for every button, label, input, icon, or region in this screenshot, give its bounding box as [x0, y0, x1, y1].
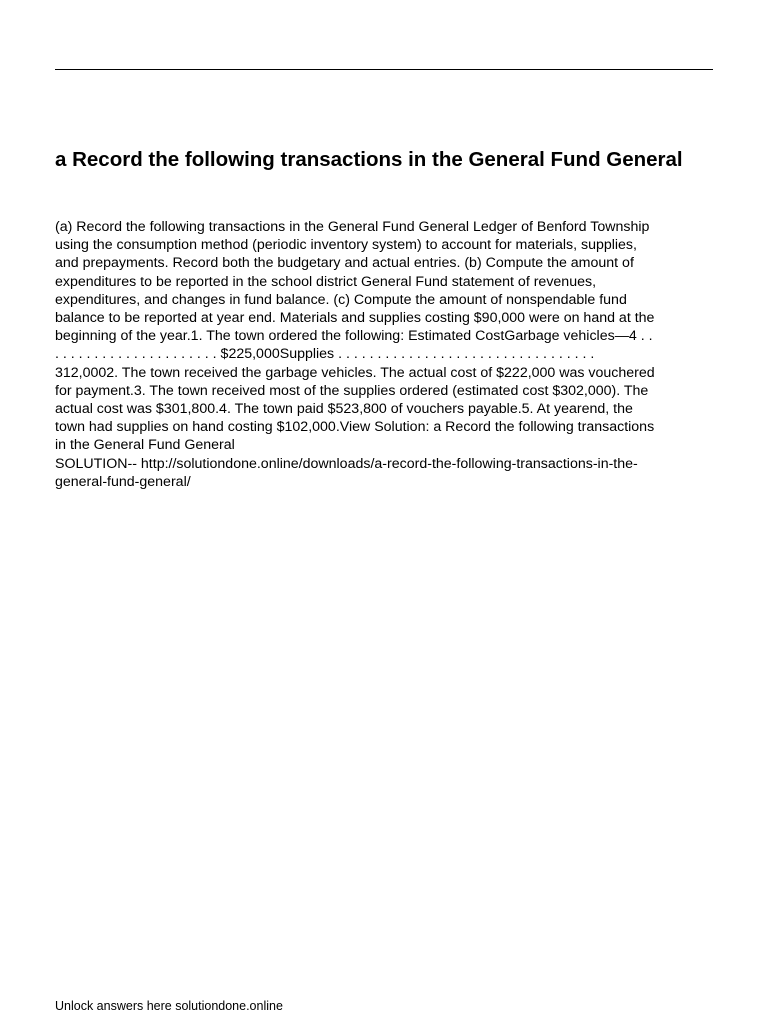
- body-line: using the consumption method (periodic inventory system) to account for materials, supplies,: [55, 237, 637, 254]
- body-line: (a) Record the following transactions in the General Fund General Ledger of Benford Township: [55, 219, 650, 235]
- body-line: balance to be reported at year end. Materials and supplies costing $90,000 were on hand at the: [55, 310, 655, 327]
- body-line: and prepayments. Record both the budgetary and actual entries. (b) Compute the amount of: [55, 255, 634, 272]
- body-line: actual cost was $301,800.4. The town paid $523,800 of vouchers payable.5. At yearend, the: [55, 401, 633, 418]
- body-line: town had supplies on hand costing $102,000.View Solution: a Record the following transactions: [55, 419, 655, 436]
- body-line: for payment.3. The town received most of the supplies ordered (estimated cost $302,000). The: [55, 382, 649, 399]
- body-line: 312,0002. The town received the garbage vehicles. The actual cost of $222,000 was vouchered: [55, 364, 655, 381]
- solution-link-line[interactable]: general-fund-general/: [55, 473, 191, 490]
- footer-text: Unlock answers here solutiondone.online: [55, 999, 283, 1013]
- body-text: [55, 218, 723, 491]
- body-line: beginning of the year.1. The town ordered the following: Estimated CostGarbage vehicles—4 . .: [55, 328, 653, 345]
- body-line: expenditures to be reported in the school district General Fund statement of revenues,: [55, 273, 597, 290]
- top-divider: [55, 69, 713, 70]
- body-line: . . . . . . . . . . . . . . . . . . . . . $225,000Supplies . . . . . . . . . . . . . . . . . . . . . . . . . . . . . . . . .: [55, 346, 595, 363]
- body-line: expenditures, and changes in fund balance. (c) Compute the amount of nonspendable fund: [55, 291, 627, 308]
- body-line: in the General Fund General: [55, 437, 235, 454]
- solution-link-line[interactable]: SOLUTION-- http://solutiondone.online/downloads/a-record-the-following-transactions-in-the-: [55, 455, 638, 472]
- page-title: a Record the following transactions in the General Fund General: [55, 148, 683, 171]
